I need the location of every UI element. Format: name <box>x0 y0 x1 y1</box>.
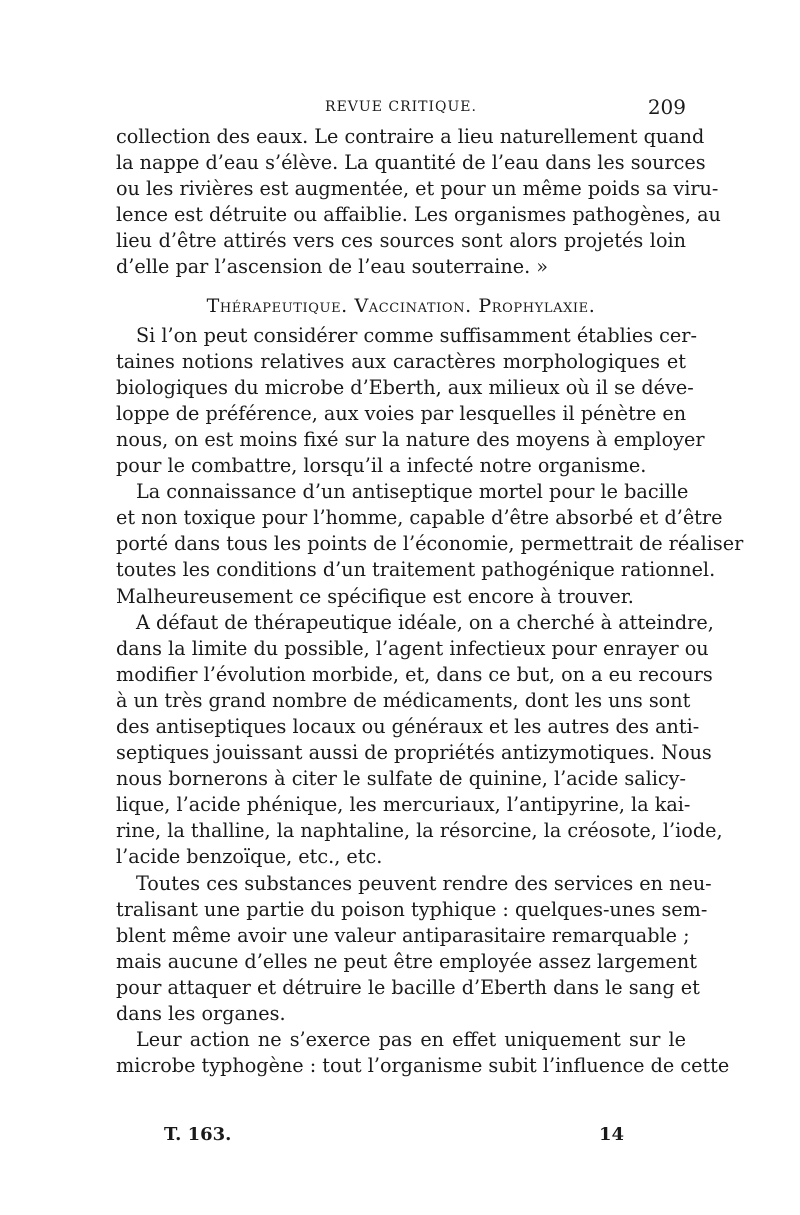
text-line: à un très grand nombre de médicaments, dont les uns sont <box>116 688 691 712</box>
text-line: La connaissance d’un antiseptique mortel pour le bacille <box>136 480 689 504</box>
paragraph <box>116 1027 730 1079</box>
text-line: lieu d’être attirés vers ces sources sont alors projetés loin <box>116 229 686 253</box>
text-line: pour le combattre, lorsqu’il a infecté notre organisme. <box>116 454 647 478</box>
text-line: la nappe d’eau s’élève. La quantité de l’eau dans les sources <box>116 151 706 175</box>
text-line: d’elle par l’ascension de l’eau souterraine. » <box>116 255 549 279</box>
text-line: biologiques du microbe d’Eberth, aux milieux où il se déve- <box>116 375 694 399</box>
text-line: Toutes ces substances peuvent rendre des services en neu- <box>136 871 712 895</box>
text-line: A défaut de thérapeutique idéale, on a cherché à atteindre, <box>136 610 714 634</box>
text-line: septiques jouissant aussi de propriétés antizymotiques. Nous <box>116 741 712 765</box>
text-line: rine, la thalline, la naphtaline, la résorcine, la créosote, l’iode, <box>116 819 723 843</box>
text-line: blent même avoir une valeur antiparasitaire remarquable ; <box>116 923 690 947</box>
text-line: tralisant une partie du poison typhique : quelques-unes sem- <box>116 897 708 921</box>
text-line: et non toxique pour l’homme, capable d’être absorbé et d’être <box>116 506 723 530</box>
section-heading: Thérapeutique. Vaccination. Prophylaxie. <box>206 294 596 317</box>
text-line: l’acide benzoïque, etc., etc. <box>116 845 383 869</box>
page-number: 209 <box>647 95 686 119</box>
running-title: REVUE CRITIQUE. <box>325 99 477 115</box>
text-line: Leur action ne s’exerce pas en effet uniquement sur le <box>136 1028 686 1052</box>
text-line: lique, l’acide phénique, les mercuriaux, l’antipyrine, la kai- <box>116 793 691 817</box>
page-footer <box>116 1124 686 1150</box>
text-line: modifier l’évolution morbide, et, dans ce but, on a eu recours <box>116 662 713 686</box>
text-line: loppe de préférence, aux voies par lesquelles il pénètre en <box>116 401 687 425</box>
text-line: nous, on est moins fixé sur la nature des moyens à employer <box>116 427 705 451</box>
page-header <box>116 95 686 123</box>
text-line: collection des eaux. Le contraire a lieu naturellement quand <box>116 125 705 148</box>
text-line: Malheureusement ce spécifique est encore à trouver. <box>116 584 634 608</box>
signature-mark: T. 163. <box>164 1124 232 1145</box>
paragraph <box>116 323 705 480</box>
text-line: mais aucune d’elles ne peut être employée assez largement <box>116 949 697 973</box>
text-line: nous bornerons à citer le sulfate de quinine, l’acide salicy- <box>116 767 686 791</box>
paragraph <box>116 610 723 871</box>
sheet-number: 14 <box>598 1124 624 1145</box>
paragraph <box>116 871 712 1028</box>
paragraph <box>116 479 744 609</box>
text-line: dans les organes. <box>116 1002 286 1025</box>
text-line: microbe typhogène : tout l’organisme subit l’influence de cette <box>116 1054 730 1078</box>
text-line: des antiseptiques locaux ou généraux et les autres des anti- <box>116 714 700 738</box>
intro-paragraph <box>116 124 721 281</box>
text-line: taines notions relatives aux caractères morphologiques et <box>116 349 686 373</box>
text-line: pour attaquer et détruire le bacille d’Eberth dans le sang et <box>116 975 700 999</box>
text-line: dans la limite du possible, l’agent infectieux pour enrayer ou <box>116 636 709 660</box>
body-text <box>116 124 744 1079</box>
text-line: Si l’on peut considérer comme suffisamment établies cer- <box>136 323 697 347</box>
text-line: toutes les conditions d’un traitement pathogénique rationnel. <box>116 558 716 582</box>
text-line: ou les rivières est augmentée, et pour un même poids sa viru- <box>116 177 719 201</box>
text-line: lence est détruite ou affaiblie. Les organismes pathogènes, au <box>116 203 721 227</box>
text-line: porté dans tous les points de l’économie, permettrait de réaliser <box>116 532 744 556</box>
